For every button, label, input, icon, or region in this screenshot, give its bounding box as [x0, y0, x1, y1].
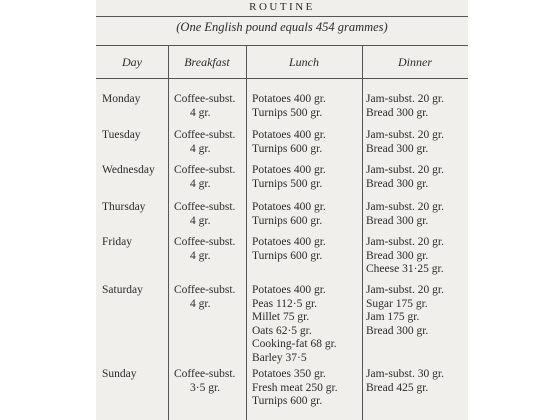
- day-cell-text: Monday: [102, 93, 141, 105]
- breakfast-cell-line: 4 gr.: [190, 177, 211, 190]
- lunch-cell: [252, 368, 362, 409]
- breakfast-cell-line: Coffee-subst.: [174, 236, 236, 248]
- dinner-cell: [366, 284, 466, 338]
- column-divider-3: [362, 46, 363, 420]
- day-cell-text: Thursday: [102, 201, 146, 213]
- breakfast-cell-line: Coffee-subst.: [174, 93, 236, 105]
- lunch-cell-line: Cooking-fat 68 gr.: [252, 338, 337, 350]
- title-rule: [96, 16, 468, 17]
- column-header-dinner: Dinner: [398, 55, 432, 69]
- lunch-cell-line: Potatoes 400 gr.: [252, 164, 326, 176]
- breakfast-cell-line: Coffee-subst.: [174, 129, 236, 141]
- lunch-cell: [252, 201, 362, 228]
- dinner-cell-line: Bread 300 gr.: [366, 177, 429, 190]
- day-cell: [102, 201, 168, 215]
- lunch-cell-line: Turnips 600 gr.: [252, 395, 323, 407]
- header-top-rule: [96, 45, 468, 46]
- lunch-cell-line: Oats 62·5 gr.: [252, 324, 312, 337]
- dinner-cell-line: Bread 300 gr.: [366, 142, 429, 155]
- day-cell-text: Sunday: [102, 368, 137, 380]
- lunch-cell-line: Millet 75 gr.: [252, 311, 310, 323]
- breakfast-cell: [174, 129, 246, 156]
- lunch-cell-line: Turnips 600 gr.: [252, 214, 323, 227]
- lunch-cell: [252, 164, 362, 191]
- day-cell: [102, 368, 168, 382]
- breakfast-cell-line: 4 gr.: [190, 106, 211, 119]
- column-divider-1: [168, 46, 169, 420]
- lunch-cell: [252, 284, 362, 365]
- breakfast-cell: [174, 93, 246, 120]
- lunch-cell: [252, 129, 362, 156]
- dinner-cell: [366, 164, 466, 191]
- dinner-cell-line: Jam-subst. 20 gr.: [366, 164, 444, 176]
- dinner-cell-line: Bread 300 gr.: [366, 214, 429, 227]
- lunch-cell: [252, 93, 362, 120]
- lunch-cell: [252, 236, 362, 263]
- day-cell: [102, 164, 168, 178]
- breakfast-cell-line: Coffee-subst.: [174, 164, 236, 176]
- dinner-cell-line: Jam 175 gr.: [366, 311, 420, 323]
- dinner-cell-line: Jam-subst. 20 gr.: [366, 93, 444, 105]
- column-header-day: Day: [122, 55, 142, 69]
- day-cell: [102, 93, 168, 107]
- dinner-cell-line: Jam-subst. 20 gr.: [366, 201, 444, 213]
- column-divider-2: [246, 46, 247, 420]
- dinner-cell-line: Cheese 31·25 gr.: [366, 263, 444, 275]
- day-cell: [102, 236, 168, 250]
- breakfast-cell: [174, 368, 246, 395]
- table-subtitle: (One English pound equals 454 grammes): [176, 20, 388, 34]
- lunch-cell-line: Turnips 600 gr.: [252, 249, 323, 262]
- breakfast-cell-line: Coffee-subst.: [174, 284, 236, 296]
- breakfast-cell-line: 4 gr.: [190, 249, 211, 262]
- column-header-lunch: Lunch: [289, 55, 319, 69]
- lunch-cell-line: Potatoes 400 gr.: [252, 236, 326, 248]
- dinner-cell-line: Bread 300 gr.: [366, 106, 429, 119]
- breakfast-cell: [174, 284, 246, 311]
- breakfast-cell-line: Coffee-subst.: [174, 368, 236, 380]
- breakfast-cell: [174, 236, 246, 263]
- breakfast-cell: [174, 201, 246, 228]
- breakfast-cell: [174, 164, 246, 191]
- column-header-breakfast: Breakfast: [184, 55, 230, 69]
- breakfast-cell-line: 4 gr.: [190, 214, 211, 227]
- dinner-cell: [366, 129, 466, 156]
- dinner-cell-line: Bread 300 gr.: [366, 249, 429, 262]
- dinner-cell: [366, 201, 466, 228]
- breakfast-cell-line: 3·5 gr.: [190, 381, 221, 394]
- lunch-cell-line: Barley 37·5: [252, 351, 307, 364]
- lunch-cell-line: Potatoes 400 gr.: [252, 93, 326, 105]
- lunch-cell-line: Potatoes 400 gr.: [252, 201, 326, 213]
- dinner-cell-line: Jam-subst. 20 gr.: [366, 129, 444, 141]
- dinner-cell-line: Bread 300 gr.: [366, 324, 429, 337]
- day-cell: [102, 284, 168, 298]
- table-title: ROUTINE: [249, 1, 315, 13]
- lunch-cell-line: Fresh meat 250 gr.: [252, 381, 338, 394]
- lunch-cell-line: Turnips 600 gr.: [252, 142, 323, 155]
- breakfast-cell-line: Coffee-subst.: [174, 201, 236, 213]
- dinner-cell: [366, 93, 466, 120]
- lunch-cell-line: Potatoes 400 gr.: [252, 129, 326, 141]
- lunch-cell-line: Turnips 500 gr.: [252, 177, 323, 190]
- lunch-cell-line: Peas 112·5 gr.: [252, 297, 318, 310]
- dinner-cell: [366, 236, 466, 277]
- header-bottom-rule: [96, 78, 468, 79]
- lunch-cell-line: Potatoes 350 gr.: [252, 368, 326, 380]
- lunch-cell-line: Turnips 500 gr.: [252, 106, 323, 119]
- day-cell-text: Tuesday: [102, 129, 141, 141]
- lunch-cell-line: Potatoes 400 gr.: [252, 284, 326, 296]
- dinner-cell: [366, 368, 466, 395]
- breakfast-cell-line: 4 gr.: [190, 142, 211, 155]
- document-page: [96, 0, 468, 420]
- day-cell: [102, 129, 168, 143]
- dinner-cell-line: Jam-subst. 20 gr.: [366, 236, 444, 248]
- breakfast-cell-line: 4 gr.: [190, 297, 211, 310]
- dinner-cell-line: Jam-subst. 30 gr.: [366, 368, 444, 380]
- dinner-cell-line: Bread 425 gr.: [366, 381, 429, 394]
- dinner-cell-line: Jam-subst. 20 gr.: [366, 284, 444, 296]
- dinner-cell-line: Sugar 175 gr.: [366, 297, 428, 310]
- day-cell-text: Friday: [102, 236, 133, 248]
- day-cell-text: Saturday: [102, 284, 143, 296]
- day-cell-text: Wednesday: [102, 164, 155, 176]
